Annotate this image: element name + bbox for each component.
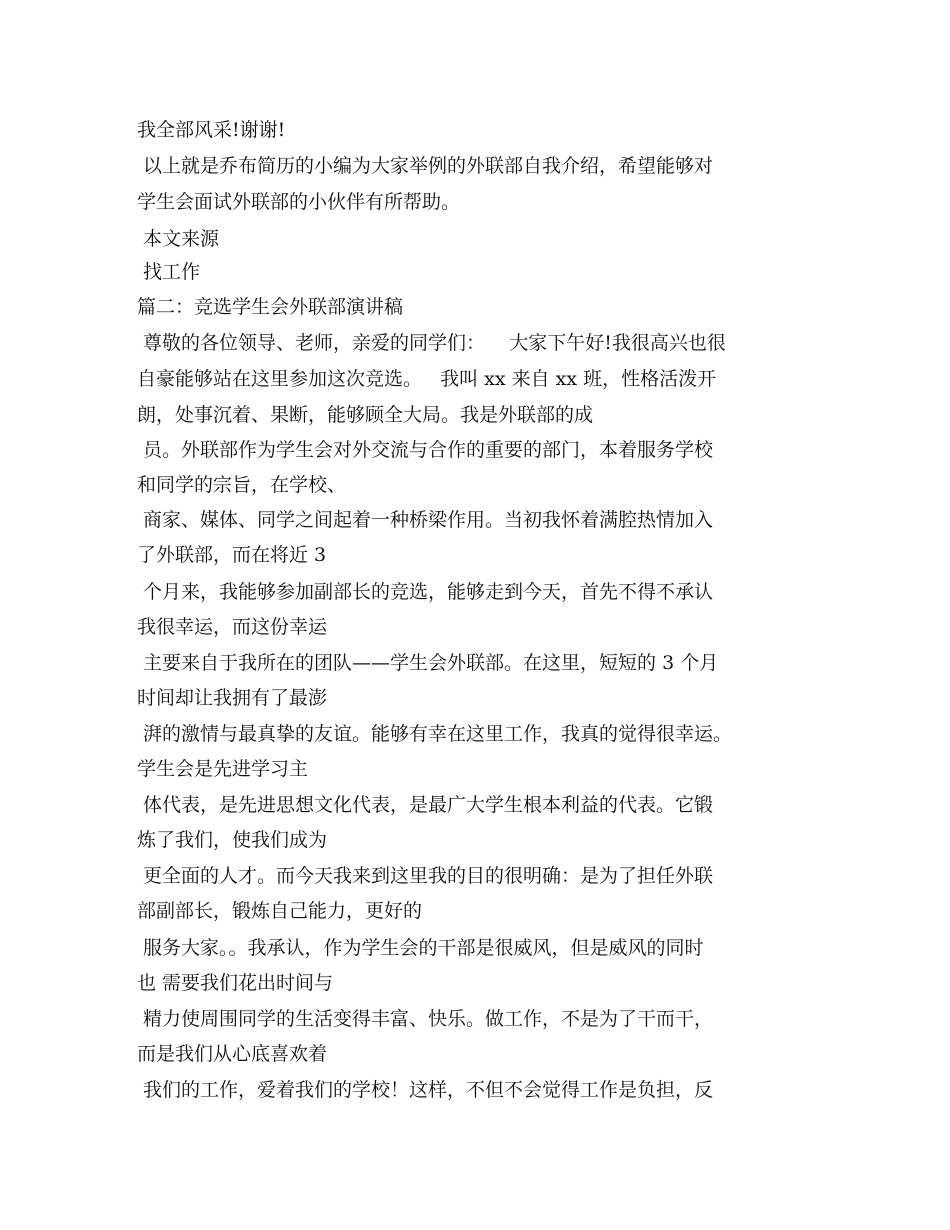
text-line: 部副部长，锻炼自己能力，更好的 — [137, 900, 423, 922]
section-heading: 篇二：竞选学生会外联部演讲稿 — [137, 296, 404, 318]
text-line: 精力使周围同学的生活变得丰富、快乐。做工作，不是为了干而干， — [137, 1008, 714, 1030]
text-line: 员。外联部作为学生会对外交流与合作的重要的部门，本着服务学校 — [137, 439, 714, 461]
text-line: 学生会是先进学习主 — [137, 758, 309, 780]
text-line: 和同学的宗旨，在学校、 — [137, 474, 347, 496]
text-line: 炼了我们，使我们成为 — [137, 829, 328, 851]
text-line: 而是我们从心底喜欢着 — [137, 1043, 328, 1065]
text-line: 自豪能够站在这里参加这次竞选。 我叫 xx 来自 xx 班，性格活泼开 — [137, 368, 717, 390]
text-line: 以上就是乔布简历的小编为大家举例的外联部自我介绍，希望能够对 — [137, 155, 714, 177]
text-line: 时间却让我拥有了最澎 — [137, 687, 328, 709]
text-line: 更全面的人才。而今天我来到这里我的目的很明确：是为了担任外联 — [137, 865, 714, 887]
text-line: 尊敬的各位领导、老师，亲爱的同学们： 大家下午好!我很高兴也很 — [137, 332, 726, 354]
text-line: 也 需要我们花出时间与 — [137, 972, 334, 994]
text-line: 商家、媒体、同学之间起着一种桥梁作用。当初我怀着满腔热情加入 — [137, 509, 714, 531]
text-line: 学生会面试外联部的小伙伴有所帮助。 — [137, 191, 461, 213]
text-line: 体代表，是先进思想文化代表，是最广大学生根本利益的代表。它锻 — [137, 794, 714, 816]
text-line: 本文来源 — [137, 228, 220, 250]
text-line: 朗，处事沉着、果断，能够顾全大局。我是外联部的成 — [137, 404, 594, 426]
text-line: 服务大家。。我承认，作为学生会的干部是很威风，但是威风的同时 — [137, 937, 704, 959]
text-line: 我全部风采!谢谢! — [137, 119, 286, 141]
text-line: 我很幸运，而这份幸运 — [137, 616, 328, 638]
text-line: 我们的工作，爱着我们的学校！这样，不但不会觉得工作是负担，反 — [137, 1079, 714, 1101]
text-line: 了外联部，而在将近 3 — [137, 544, 327, 566]
text-line: 个月来，我能够参加副部长的竞选，能够走到今天，首先不得不承认 — [137, 581, 714, 603]
text-line: 找工作 — [137, 261, 201, 283]
text-line: 主要来自于我所在的团队——学生会外联部。在这里，短短的 3 个月 — [137, 652, 719, 674]
text-line: 湃的激情与最真挚的友谊。能够有幸在这里工作，我真的觉得很幸运。 — [137, 723, 733, 745]
